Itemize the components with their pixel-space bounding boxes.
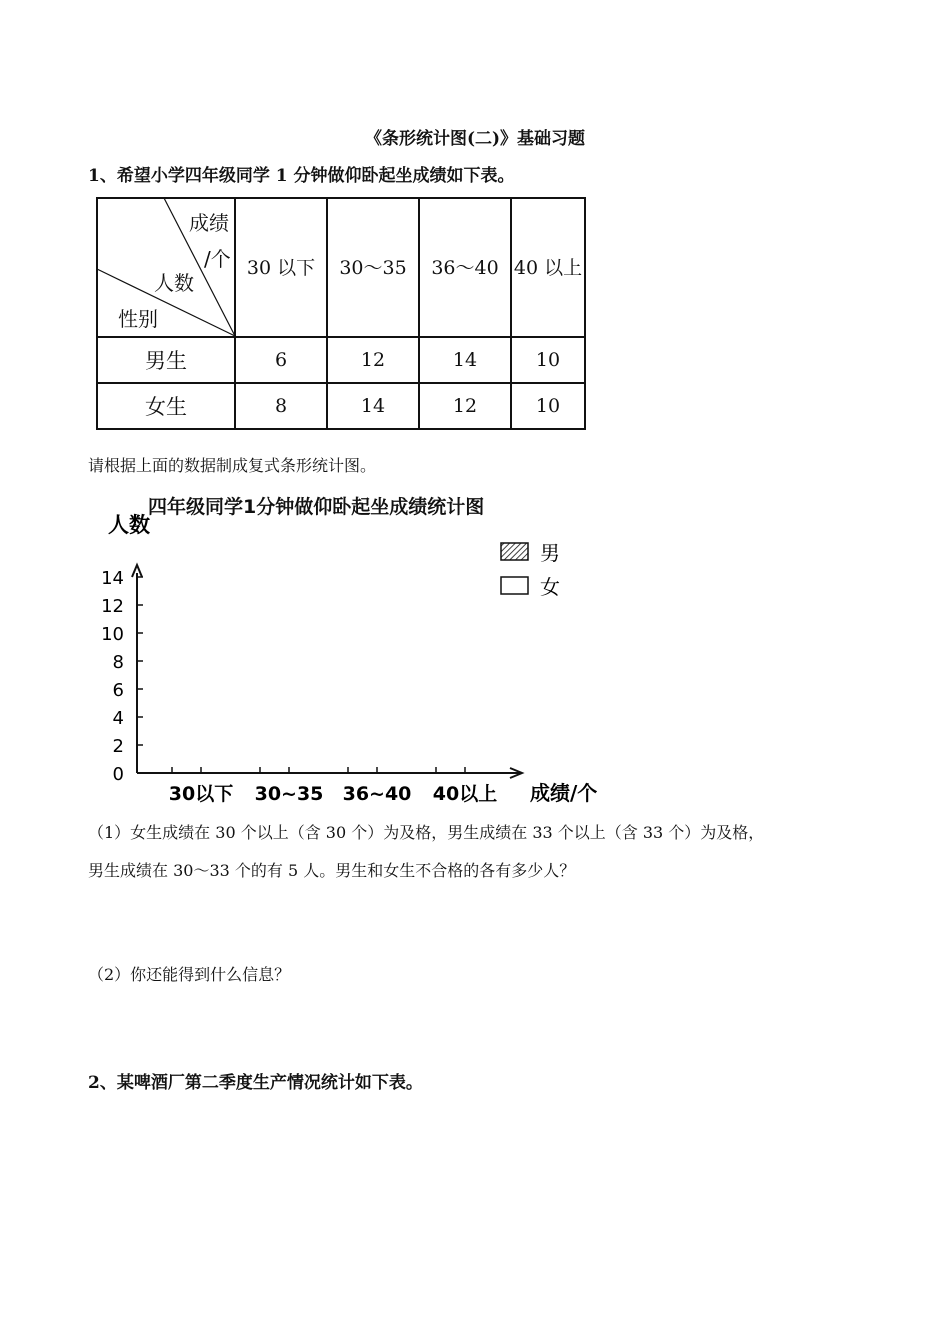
corner-gender-label: 性别 <box>118 307 158 331</box>
legend-label: 男 <box>540 541 560 565</box>
legend-swatch <box>501 577 528 594</box>
table-cell: 14 <box>452 348 478 371</box>
y-tick-label: 12 <box>101 596 124 617</box>
column-header: 36～40 <box>431 257 499 279</box>
table-cell: 10 <box>535 348 561 371</box>
chart-title: 四年级同学1分钟做仰卧起坐成绩统计图 <box>148 496 485 518</box>
corner-score-label: 成绩 <box>189 211 229 235</box>
table-cell: 14 <box>360 394 386 417</box>
question-1-heading: 1、希望小学四年级同学 1 分钟做仰卧起坐成绩如下表。 <box>88 166 515 186</box>
y-tick-label: 6 <box>112 680 124 701</box>
y-tick-label: 10 <box>101 624 124 645</box>
corner-people-label: 人数 <box>154 271 194 295</box>
row-label-boys: 男生 <box>145 348 187 373</box>
column-header: 30 以下 <box>246 257 316 279</box>
sub-question-1-line-2: 男生成绩在 30～33 个的有 5 人。男生和女生不合格的各有多少人？ <box>88 861 576 880</box>
legend-swatch <box>501 543 528 560</box>
y-tick-label: 8 <box>112 652 124 673</box>
y-tick-label: 4 <box>112 708 124 729</box>
legend-label: 女 <box>540 575 560 599</box>
y-axis-label: 人数 <box>108 513 150 537</box>
table-cell: 12 <box>452 394 478 417</box>
y-tick-label: 0 <box>112 764 124 785</box>
x-tick-label: 40以上 <box>432 783 498 805</box>
table-cell: 6 <box>274 348 288 371</box>
x-tick-label: 36~40 <box>342 783 412 805</box>
y-tick-label: 2 <box>112 736 124 757</box>
corner-unit-label: /个 <box>204 247 231 271</box>
column-header: 40 以上 <box>513 257 583 279</box>
x-tick-label: 30以下 <box>168 783 234 805</box>
row-label-girls: 女生 <box>145 394 187 419</box>
x-tick-label: 30~35 <box>254 783 324 805</box>
instruction-text: 请根据上面的数据制成复式条形统计图。 <box>88 456 377 475</box>
sub-question-1-line-1: （1）女生成绩在 30 个以上（含 30 个）为及格，男生成绩在 33 个以上（含 33 个）为及格， <box>88 823 765 842</box>
question-2-heading: 2、某啤酒厂第二季度生产情况统计如下表。 <box>88 1073 423 1093</box>
sub-question-2: （2）你还能得到什么信息？ <box>88 965 291 984</box>
table-cell: 10 <box>535 394 561 417</box>
x-axis-label: 成绩/个 <box>530 781 598 805</box>
column-header: 30～35 <box>339 257 407 279</box>
y-tick-label: 14 <box>101 568 124 589</box>
table-cell: 8 <box>274 394 288 417</box>
table-cell: 12 <box>360 348 386 371</box>
page-title: 《条形统计图(二)》基础习题 <box>364 129 586 149</box>
